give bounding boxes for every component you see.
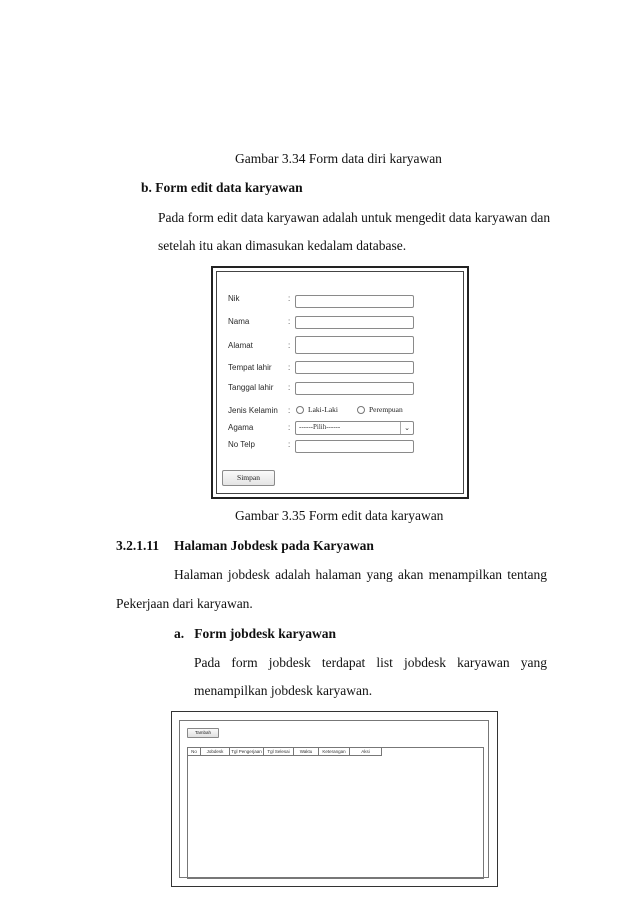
chevron-down-icon[interactable]: ⌄	[400, 422, 413, 434]
label-alamat: Alamat	[228, 341, 253, 350]
jobdesk-form-figure	[171, 711, 498, 887]
jobdesk-table	[187, 747, 484, 879]
colon: :	[288, 317, 291, 326]
column-header-no: No	[188, 748, 201, 756]
label-nik: Nik	[228, 294, 240, 303]
radio-laki-laki[interactable]	[296, 406, 304, 414]
agama-selected-value: ------Pilih------	[299, 423, 341, 431]
column-header-tgl-pengerjaan: Tgl Pengerjaan	[230, 748, 264, 756]
column-header-waktu: Waktu	[294, 748, 319, 756]
nik-input[interactable]	[295, 295, 414, 308]
radio-perempuan[interactable]	[357, 406, 365, 414]
edit-form-panel	[216, 271, 464, 494]
section-number: 3.2.1.11	[116, 538, 160, 553]
table-header-row	[188, 748, 382, 756]
edit-form-figure	[211, 266, 469, 499]
colon: :	[288, 363, 291, 372]
label-tanggal-lahir: Tanggal lahir	[228, 383, 274, 392]
tambah-button[interactable]: Tambah	[187, 728, 219, 738]
radio-perempuan-label: Perempuan	[369, 405, 403, 414]
label-tempat-lahir: Tempat lahir	[228, 363, 272, 372]
radio-laki-laki-label: Laki-Laki	[308, 405, 338, 414]
section-title: Halaman Jobdesk pada Karyawan	[174, 538, 374, 553]
tanggal-lahir-input[interactable]	[295, 382, 414, 395]
label-jenis-kelamin: Jenis Kelamin	[228, 406, 278, 415]
colon: :	[288, 294, 291, 303]
colon: :	[288, 406, 291, 415]
agama-select[interactable]	[295, 421, 414, 435]
label-nama: Nama	[228, 317, 250, 326]
simpan-button[interactable]: Simpan	[222, 470, 275, 486]
paragraph-edit-line1: Pada form edit data karyawan adalah untuk mengedit data karyawan dan	[158, 210, 551, 225]
colon: :	[288, 383, 291, 392]
column-header-tgl-selesai: Tgl Selesai	[264, 748, 294, 756]
label-agama: Agama	[228, 423, 254, 432]
nama-input[interactable]	[295, 316, 414, 329]
colon: :	[288, 440, 291, 449]
paragraph-jobdesk-line2: menampilkan jobdesk karyawan.	[194, 683, 373, 698]
column-header-jobdesk: Jobdesk	[201, 748, 230, 756]
subheading-form-edit: b. Form edit data karyawan	[141, 180, 303, 195]
figure-caption-3-34: Gambar 3.34 Form data diri karyawan	[235, 151, 442, 166]
column-header-aksi: Aksi	[350, 748, 382, 756]
colon: :	[288, 423, 291, 432]
paragraph-section-line2: Pekerjaan dari karyawan.	[116, 596, 253, 611]
alamat-input[interactable]	[295, 336, 414, 354]
label-no-telp: No Telp	[228, 440, 255, 449]
paragraph-section-line1: Halaman jobdesk adalah halaman yang akan menampilkan tentang	[174, 567, 547, 582]
paragraph-jobdesk-line1: Pada form jobdesk terdapat list jobdesk karyawan yang	[194, 655, 547, 670]
column-header-keterangan: Keterangan	[319, 748, 350, 756]
paragraph-edit-line2: setelah itu akan dimasukan kedalam database.	[158, 238, 407, 253]
no-telp-input[interactable]	[295, 440, 414, 453]
colon: :	[288, 341, 291, 350]
subheading-form-jobdesk: a. Form jobdesk karyawan	[174, 626, 337, 641]
tempat-lahir-input[interactable]	[295, 361, 414, 374]
figure-caption-3-35: Gambar 3.35 Form edit data karyawan	[235, 508, 444, 523]
